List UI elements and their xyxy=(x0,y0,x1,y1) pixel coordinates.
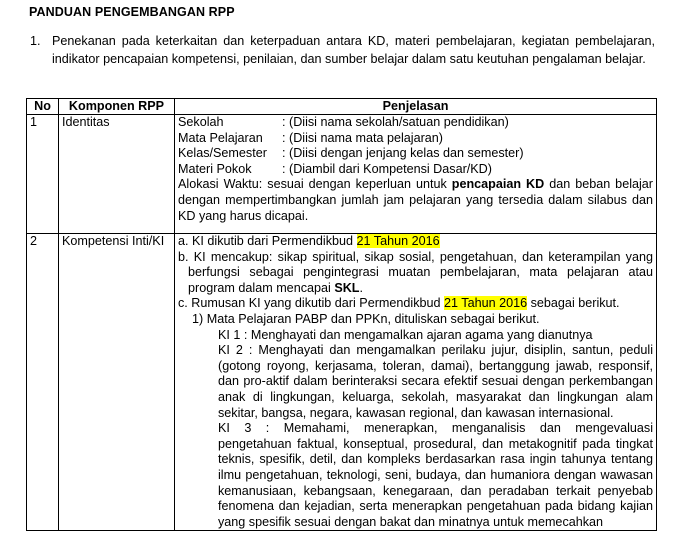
highlight: 21 Tahun 2016 xyxy=(356,234,440,248)
page-title: PANDUAN PENGEMBANGAN RPP xyxy=(29,5,235,19)
identitas-line: Materi Pokok : (Diambil dari Kompetensi Dasar/KD) xyxy=(178,161,492,176)
row-number: 2 xyxy=(27,234,59,531)
row-komponen: Kompetensi Inti/KI xyxy=(59,234,175,531)
rpp-table xyxy=(26,98,657,531)
ki-3: KI 3 : Memahami, menerapkan, menganalisis dan mengevaluasi pengetahuan faktual, konseptual, prosedural, dan metakognitif pada tingkat teknis, spesifik, detil, dan kompleks berdasarkan rasa ingin tahunya tentang ilmu pengetahuan, teknologi, seni, budaya, dan humaniora dengan wawasan kemanusiaan, kebangsaan, kenegaraan, dan peradaban terkait penyebab fenomena dan kejadian, serta menerapkan pengetahuan pada bidang kajian yang spesifik sesuai dengan bakat dan minatnya untuk memecahkan xyxy=(218,421,653,529)
row-komponen: Identitas xyxy=(59,115,175,234)
identitas-line: Sekolah : (Diisi nama sekolah/satuan pendidikan) xyxy=(178,115,509,129)
sub-item-1: 1) Mata Pelajaran PABP dan PPKn, dituliskan sebagai berikut. xyxy=(192,311,540,326)
table-header-row xyxy=(27,99,657,115)
row-penjelasan xyxy=(175,115,657,234)
table-row xyxy=(27,234,657,531)
intro-text: Penekanan pada keterkaitan dan keterpaduan antara KD, materi pembelajaran, kegiatan pembelajaran, indikator pencapaian kompetensi, penilaian, dan sumber belajar dalam satu keutuhan pengalaman belajar. xyxy=(52,34,655,66)
header-penjelasan: Penjelasan xyxy=(175,99,657,115)
point-b: b. KI mencakup: sikap spiritual, sikap sosial, pengetahuan, dan keterampilan yang berfungsi sebagai pengintegrasi muatan pembelajaran, mata pelajaran atau program dalam mencapai SKL. xyxy=(178,249,653,295)
point-c: c. Rumusan KI yang dikutib dari Permendikbud 21 Tahun 2016 sebagai berikut. xyxy=(178,296,620,311)
ki-2: KI 2 : Menghayati dan mengamalkan perilaku jujur, disiplin, santun, peduli (gotong royong, kerjasama, toleran, damai), bertanggung jawab, responsif, dan pro-aktif dalam berinteraksi secara efektif sesuai dengan perkembangan anak di lingkungan, keluarga, sekolah, masyarakat dan lingkungan alam sekitar, bangsa, negara, kawasan regional, dan kawasan internasional. xyxy=(218,343,653,420)
alokasi-waktu: Alokasi Waktu: sesuai dengan keperluan untuk pencapaian KD dan beban belajar dengan mempertimbangkan jumlah jam pelajaran yang tersedia dalam silabus dan KD yang harus dicapai. xyxy=(178,177,653,223)
table-row xyxy=(27,115,657,234)
header-komponen: Komponen RPP xyxy=(59,99,175,115)
header-no: No xyxy=(27,99,59,115)
row-penjelasan xyxy=(175,234,657,531)
identitas-line: Mata Pelajaran : (Diisi nama mata pelajaran) xyxy=(178,130,443,145)
intro-number: 1. xyxy=(30,34,41,48)
identitas-line: Kelas/Semester : (Diisi dengan jenjang kelas dan semester) xyxy=(178,146,524,161)
row-number: 1 xyxy=(27,115,59,234)
intro-paragraph xyxy=(30,33,655,68)
highlight: 21 Tahun 2016 xyxy=(444,296,528,311)
point-a: a. KI dikutib dari Permendikbud 21 Tahun 2016 xyxy=(178,234,440,248)
ki-1: KI 1 : Menghayati dan mengamalkan ajaran agama yang dianutnya xyxy=(218,327,593,342)
